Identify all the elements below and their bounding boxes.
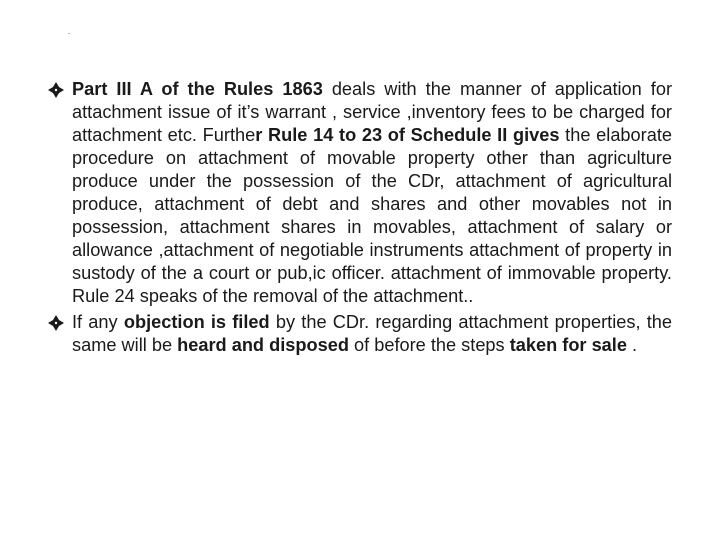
bold-text: heard and disposed [177, 335, 349, 355]
body-text: . [626, 335, 638, 355]
bullet-item-part-iii [48, 78, 672, 308]
bold-text: r Rule 14 to 23 of Schedule II gives [255, 125, 560, 145]
bullet-item-objection [48, 311, 672, 357]
body-text: of before the steps [348, 335, 510, 355]
stray-mark: . [68, 27, 71, 36]
diamond-bullet-icon [48, 82, 64, 98]
body-text: If any [72, 312, 124, 332]
bullet-list [48, 78, 672, 357]
diamond-bullet-icon [48, 315, 64, 331]
bold-text: Part III A of the Rules 1863 [72, 79, 323, 99]
body-text: the elaborate procedure on attachment of movable property other than agriculture produce under the possession of the CDr, attachment of agricultural produce, attachment of debt and shares and other movables not in possession, attachment shares in movables, attachment of salary or allowance ,attachment of negotiable instruments attachment of property in sustody of the a court or pub,ic officer. attachment of immovable property. Rule 24 speaks of the removal of the attachment.. [72, 125, 672, 306]
body-text: deals with the manner of application for attachment issue of it’s warrant , service ,inventory fees to be charged for attachment etc. Furthe [72, 79, 672, 145]
bold-text: taken for sale [509, 335, 627, 355]
body-text: by the CDr. regarding attachment properties, the same will be [72, 312, 672, 355]
bold-text: objection is filed [123, 312, 270, 332]
